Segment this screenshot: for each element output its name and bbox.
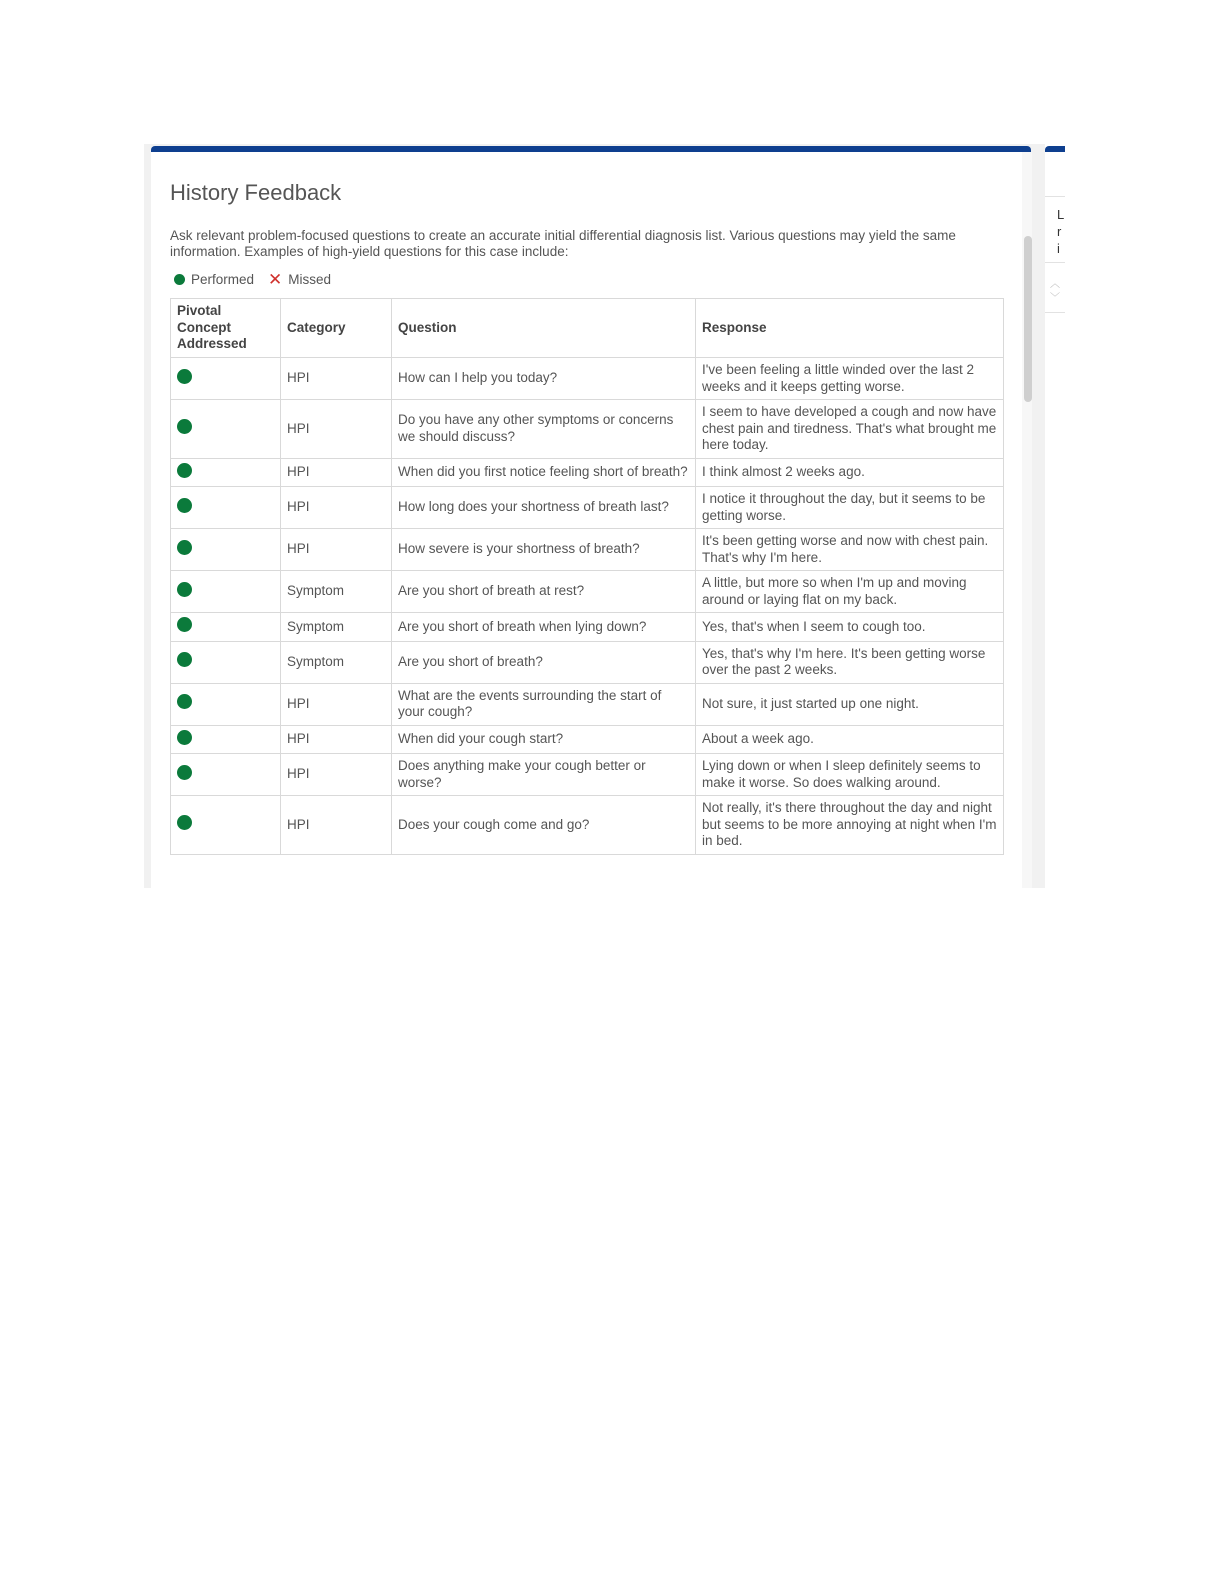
performed-dot-icon <box>177 815 192 830</box>
legend <box>174 269 332 289</box>
performed-dot-icon <box>177 540 192 555</box>
pivot-cell <box>171 754 281 796</box>
side-panel-text <box>1057 206 1064 257</box>
performed-dot-icon <box>177 419 192 434</box>
question-cell: Does your cough come and go? <box>392 796 696 855</box>
performed-dot-icon <box>177 730 192 745</box>
question-cell: How long does your shortness of breath last? <box>392 487 696 529</box>
question-cell: What are the events surrounding the start of your cough? <box>392 683 696 725</box>
question-cell: Does anything make your cough better or worse? <box>392 754 696 796</box>
category-cell: HPI <box>281 358 392 400</box>
response-cell: Not really, it's there throughout the day and night but seems to be more annoying at night when I'm in bed. <box>696 796 1004 855</box>
category-cell: HPI <box>281 796 392 855</box>
table-row <box>171 754 1004 796</box>
pivot-cell <box>171 641 281 683</box>
question-cell: Are you short of breath? <box>392 641 696 683</box>
table-row <box>171 400 1004 459</box>
table-row <box>171 796 1004 855</box>
category-cell: HPI <box>281 725 392 754</box>
table-row <box>171 641 1004 683</box>
performed-dot-icon <box>174 274 185 285</box>
page-title: History Feedback <box>170 180 342 205</box>
table-row <box>171 571 1004 613</box>
pivot-cell <box>171 683 281 725</box>
pivot-cell <box>171 458 281 487</box>
category-cell: HPI <box>281 754 392 796</box>
performed-dot-icon <box>177 694 192 709</box>
category-cell: HPI <box>281 683 392 725</box>
performed-dot-icon <box>177 369 192 384</box>
intro-text: Ask relevant problem-focused questions to create an accurate initial differential diagnosis list. Various questions may yield the same information. Examples of high-yield questions for this case include: <box>170 228 956 259</box>
pivot-cell <box>171 529 281 571</box>
pivot-cell <box>171 487 281 529</box>
performed-dot-icon <box>177 582 192 597</box>
question-cell: When did you first notice feeling short of breath? <box>392 458 696 487</box>
table-row <box>171 529 1004 571</box>
header-category: Category <box>281 299 392 358</box>
table-row <box>171 487 1004 529</box>
category-cell: HPI <box>281 529 392 571</box>
table-row <box>171 358 1004 400</box>
question-cell: When did your cough start? <box>392 725 696 754</box>
response-cell: I notice it throughout the day, but it seems to be getting worse. <box>696 487 1004 529</box>
performed-dot-icon <box>177 652 192 667</box>
side-divider <box>1045 312 1065 313</box>
response-cell: Yes, that's when I seem to cough too. <box>696 613 1004 642</box>
side-letter: r <box>1057 224 1062 239</box>
response-cell: I seem to have developed a cough and now have chest pain and tiredness. That's what brought me here today. <box>696 400 1004 459</box>
pivot-cell <box>171 358 281 400</box>
chevron-up-icon[interactable]: ︿ <box>1050 279 1060 290</box>
side-letter: L <box>1057 207 1065 222</box>
question-cell: Do you have any other symptoms or concerns we should discuss? <box>392 400 696 459</box>
performed-dot-icon <box>177 498 192 513</box>
header-pivot: Pivotal Concept Addressed <box>171 299 281 358</box>
feedback-table <box>170 298 1004 855</box>
response-cell: A little, but more so when I'm up and moving around or laying flat on my back. <box>696 571 1004 613</box>
category-cell: Symptom <box>281 613 392 642</box>
category-cell: Symptom <box>281 571 392 613</box>
response-cell: Yes, that's why I'm here. It's been getting worse over the past 2 weeks. <box>696 641 1004 683</box>
pivot-cell <box>171 725 281 754</box>
performed-dot-icon <box>177 617 192 632</box>
pivot-cell <box>171 613 281 642</box>
category-cell: HPI <box>281 487 392 529</box>
side-divider <box>1045 262 1065 263</box>
table-row <box>171 683 1004 725</box>
side-panel <box>1045 146 1065 888</box>
chevron-down-icon[interactable]: ﹀ <box>1050 293 1060 304</box>
header-question: Question <box>392 299 696 358</box>
header-response: Response <box>696 299 1004 358</box>
legend-performed: Performed <box>191 272 255 287</box>
category-cell: HPI <box>281 400 392 459</box>
response-cell: I've been feeling a little winded over the last 2 weeks and it keeps getting worse. <box>696 358 1004 400</box>
question-cell: Are you short of breath at rest? <box>392 571 696 613</box>
category-cell: Symptom <box>281 641 392 683</box>
table-row <box>171 458 1004 487</box>
response-cell: About a week ago. <box>696 725 1004 754</box>
pivot-cell <box>171 571 281 613</box>
performed-dot-icon <box>177 765 192 780</box>
question-cell: How severe is your shortness of breath? <box>392 529 696 571</box>
side-divider <box>1045 196 1065 197</box>
table-row <box>171 725 1004 754</box>
table-row <box>171 613 1004 642</box>
table-header-row <box>171 299 1004 358</box>
missed-x-icon: ✕ <box>268 269 283 289</box>
pivot-cell <box>171 400 281 459</box>
panel-scrollbar-thumb[interactable] <box>1024 236 1032 402</box>
response-cell: Lying down or when I sleep definitely seems to make it worse. So does walking around. <box>696 754 1004 796</box>
response-cell: Not sure, it just started up one night. <box>696 683 1004 725</box>
question-cell: How can I help you today? <box>392 358 696 400</box>
performed-dot-icon <box>177 463 192 478</box>
pivot-cell <box>171 796 281 855</box>
side-letter: i <box>1057 241 1060 256</box>
legend-missed: Missed <box>288 272 332 287</box>
question-cell: Are you short of breath when lying down? <box>392 613 696 642</box>
response-cell: It's been getting worse and now with chest pain. That's why I'm here. <box>696 529 1004 571</box>
category-cell: HPI <box>281 458 392 487</box>
history-feedback-panel <box>151 146 1031 888</box>
response-cell: I think almost 2 weeks ago. <box>696 458 1004 487</box>
